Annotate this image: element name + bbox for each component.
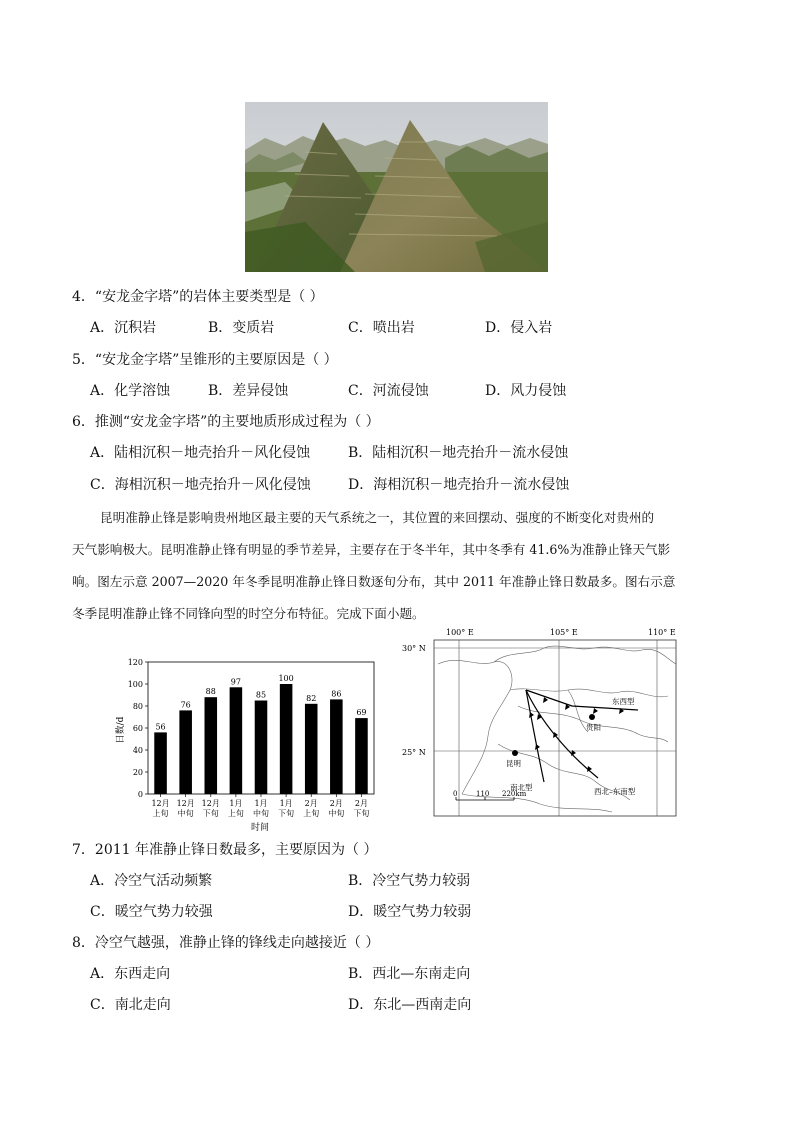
front-days-bar-chart [112, 652, 382, 834]
x-axis-label: 时间 [250, 823, 270, 833]
question-stem: 冷空气越强，准静止锋的锋线走向越接近（ ） [94, 935, 380, 951]
bar-data-label: 86 [331, 689, 342, 699]
bar [255, 701, 268, 795]
bar [205, 697, 218, 794]
question-number: 7． [72, 842, 95, 858]
q5-option-b[interactable]: B．差异侵蚀 [208, 383, 289, 399]
question-5 [72, 350, 338, 370]
scale-label-110: 110 [476, 790, 490, 798]
x-tick-label: 12月 [201, 799, 220, 808]
x-tick-label: 上旬 [303, 809, 320, 818]
bar-data-label: 76 [180, 700, 191, 710]
q6-option-c[interactable]: C．海相沉积－地壳抬升－风化侵蚀 [90, 477, 311, 493]
y-tick-label: 60 [132, 724, 143, 733]
q4-option-d[interactable]: D．侵入岩 [485, 320, 553, 336]
y-tick-label: 40 [132, 746, 143, 755]
bar-data-label: 69 [356, 708, 367, 718]
scale-label-220: 220km [502, 790, 527, 798]
q4-option-a[interactable]: A．沉积岩 [90, 320, 157, 336]
x-tick-label: 1月 [279, 799, 293, 808]
q7-option-b[interactable]: B．冷空气势力较弱 [348, 873, 471, 889]
x-tick-label: 2月 [354, 799, 368, 808]
bar [179, 710, 192, 794]
q8-option-a[interactable]: A．东西走向 [90, 966, 171, 982]
bar [230, 687, 243, 794]
guiyang-city-icon [589, 714, 595, 720]
x-tick-label: 中旬 [253, 809, 269, 818]
y-tick-label: 20 [132, 768, 143, 777]
x-tick-label: 1月 [254, 799, 268, 808]
lon-label-105: 105° E [550, 628, 578, 637]
x-tick-label: 2月 [329, 799, 343, 808]
question-6 [72, 412, 380, 432]
question-stem: 推测“安龙金字塔”的主要地质形成过程为（ ） [94, 414, 380, 430]
y-tick-label: 0 [137, 790, 143, 799]
q6-option-a[interactable]: A．陆相沉积－地壳抬升－风化侵蚀 [90, 445, 311, 461]
q7-option-c[interactable]: C．暖空气势力较强 [90, 904, 213, 920]
passage [72, 502, 722, 630]
front-type-map [398, 624, 690, 820]
bar [305, 704, 318, 794]
bar [330, 699, 343, 794]
x-tick-label: 中旬 [177, 809, 194, 818]
q5-option-d[interactable]: D．风力侵蚀 [485, 383, 567, 399]
passage-line-2: 天气影响极大。昆明准静止锋有明显的季节差异，主要存在于冬半年，其中冬季有 41.6%为准静止锋天气影 [72, 542, 671, 557]
question-stem: 2011 年准静止锋日数最多，主要原因为（ ） [94, 842, 378, 858]
x-tick-label: 12月 [151, 799, 170, 808]
bar-data-label: 56 [155, 722, 166, 732]
scale-label-0: 0 [453, 790, 458, 798]
x-tick-label: 下旬 [353, 809, 370, 818]
province-boundaries [438, 646, 676, 812]
x-tick-label: 上旬 [227, 809, 244, 818]
x-tick-label: 上旬 [152, 809, 169, 818]
y-axis-label: 日数/d [116, 716, 126, 744]
x-tick-label: 2月 [304, 799, 318, 808]
q6-option-d[interactable]: D．海相沉积－地壳抬升－流水侵蚀 [348, 477, 570, 493]
q8-option-d[interactable]: D．东北—西南走向 [348, 997, 472, 1013]
q8-option-c[interactable]: C．南北走向 [90, 997, 171, 1013]
city-kunming: 昆明 [506, 759, 521, 768]
q5-option-a[interactable]: A．化学溶蚀 [90, 383, 171, 399]
lat-label-30: 30° N [402, 644, 426, 653]
lon-label-100: 100° E [446, 628, 474, 637]
question-number: 6． [72, 414, 95, 430]
q7-option-a[interactable]: A．冷空气活动频繁 [90, 873, 213, 889]
karst-pyramid-photo [245, 102, 548, 272]
bar-data-label: 88 [205, 687, 216, 697]
question-8 [72, 933, 379, 953]
q6-option-b[interactable]: B．陆相沉积－地壳抬升－流水侵蚀 [348, 445, 569, 461]
question-number: 8． [72, 935, 95, 951]
bar-data-label: 100 [278, 674, 294, 683]
x-tick-label: 下旬 [278, 809, 295, 818]
y-tick-label: 120 [127, 658, 143, 667]
question-7 [72, 840, 377, 860]
q5-option-c[interactable]: C．河流侵蚀 [348, 383, 429, 399]
q8-option-b[interactable]: B．西北—东南走向 [348, 966, 471, 982]
question-stem: “安龙金字塔”的岩体主要类型是（ ） [94, 289, 324, 305]
passage-line-3: 响。图左示意 2007—2020 年冬季昆明准静止锋日数逐旬分布，其中 2011 年准静止锋日数最多。图右示意 [72, 574, 676, 589]
y-tick-label: 100 [127, 680, 143, 689]
question-number: 4． [72, 289, 95, 305]
y-tick-label: 80 [132, 702, 143, 711]
question-stem: “安龙金字塔”呈锥形的主要原因是（ ） [94, 352, 338, 368]
kunming-city-icon [512, 750, 518, 756]
x-tick-label: 12月 [176, 799, 195, 808]
bar [355, 718, 368, 794]
pyramid-peaks-illustration [245, 102, 548, 272]
question-number: 5． [72, 352, 95, 368]
bar [154, 732, 167, 794]
passage-line-1: 昆明准静止锋是影响贵州地区最主要的天气系统之一，其位置的来回摆动、强度的不断变化对贵州的 [100, 510, 655, 525]
question-4 [72, 287, 324, 307]
bar [280, 684, 293, 794]
q4-option-c[interactable]: C．喷出岩 [348, 320, 415, 336]
city-guiyang: 贵阳 [586, 723, 601, 732]
passage-line-4: 冬季昆明准静止锋不同锋向型的时空分布特征。完成下面小题。 [72, 606, 425, 621]
x-tick-label: 中旬 [328, 809, 345, 818]
bar-data-label: 82 [306, 693, 317, 703]
x-tick-label: 下旬 [202, 809, 219, 818]
front-type-nw-se: 西北–东南型 [594, 787, 636, 796]
x-tick-label: 1月 [229, 799, 243, 808]
front-type-east-west: 东西型 [612, 697, 635, 706]
lat-label-25: 25° N [402, 748, 426, 757]
bar-data-label: 97 [230, 677, 241, 687]
front-type-north-south: 南北型 [510, 783, 533, 792]
q7-option-d[interactable]: D．暖空气势力较弱 [348, 904, 472, 920]
bar-data-label: 85 [255, 690, 267, 700]
q4-option-b[interactable]: B．变质岩 [208, 320, 275, 336]
lon-label-110: 110° E [648, 628, 676, 637]
